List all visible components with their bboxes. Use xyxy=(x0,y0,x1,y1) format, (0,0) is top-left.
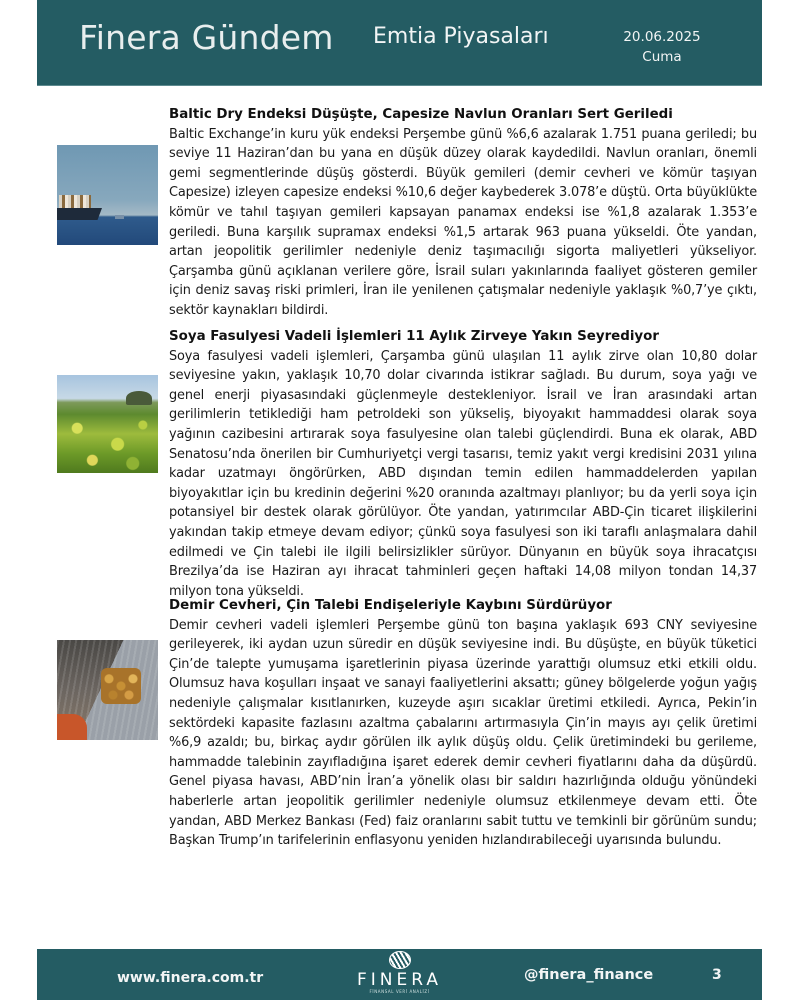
page-header xyxy=(37,0,762,86)
article-title: Baltic Dry Endeksi Düşüşte, Capesize Navlun Oranları Sert Geriledi xyxy=(169,107,673,122)
issue-weekday: Cuma xyxy=(642,49,682,65)
steel-rebar-image xyxy=(57,640,158,740)
logo-mark-icon xyxy=(389,951,411,969)
article-body: Baltic Exchange’in kuru yük endeksi Perşembe günü %6,6 azalarak 1.751 puana geriledi; bu seviye 11 Haziran’dan bu yana en düşük düzey olarak kaydedildi. Navlun oranları, önemli gemi segmentlerinde düşüş gösterdi. Büyük gemileri (demir cevheri ve kömür taşıyan Capesize) izleyen capesize endeksi %10,6 değer kaybederek 3.078’e düştü. Orta büyüklükte kömür ve tahıl taşıyan gemileri kapsayan panamax endeksi ise %1,8 azalarak 1.353’e geriledi. Buna karşılık supramax endeksi %1,5 artarak 963 puana yükseldi. Öte yandan, artan jeopolitik gerilimler nedeniyle deniz taşımacılığı sigorta maliyetleri yükseliyor. Çarşamba günü açıklanan verilere göre, İsrail suları yakınlarında faaliyet gösteren gemiler için deniz savaş riski primleri, İran ile yenilenen çatışmalar nedeniyle yaklaşık %0,7’ye çıktı, sektör kaynakları bildirdi. xyxy=(169,126,757,319)
date-block xyxy=(597,27,727,67)
article-title: Demir Cevheri, Çin Talebi Endişeleriyle Kaybını Sürdürüyor xyxy=(169,598,612,613)
article-body: Demir cevheri vadeli işlemleri Perşembe günü ton başına yaklaşık 693 CNY seviyesine gerileyerek, iki aydan uzun süredir en düşük seviyesine indi. Bu düşüşte, en büyük tüketici Çin’de talepte yumuşama işaretlerinin piyasa üzerinde yarattığı olumsuz etki etkili oldu. Olumsuz hava koşulları inşaat ve sanayi faaliyetlerini aksattı; güney bölgelerde yoğun yağış nedeniyle çalışmalar kısıtlanırken, kuzeyde aşırı sıcaklar üretimi etkiledi. Ayrıca, Pekin’in sektördeki kapasite fazlasını azaltma çabalarını artırmasıyla Çin’in mayıs ayı çelik üretimi %6,9 azaldı; bu, birkaç aydır görülen ilk aylık düşüş oldu. Çelik üretimindeki bu gerileme, hammadde talebinin zayıfladığına işaret ederek demir cevheri fiyatlarını daha da düşürdü. Genel piyasa havası, ABD’nin İran’a yönelik olası bir saldırı hazırlığında olduğu yönündeki haberlerle artan jeopolitik gerilimler nedeniyle olumsuz etkilenmeye devam etti. Öte yandan, ABD Merkez Bankası (Fed) faiz oranlarını sabit tuttu ve temkinli bir görünüm sundu; Başkan Trump’ın tarifelerinin enflasyonu yeniden hızlandırabileceği uyarısında bulundu. xyxy=(169,617,757,849)
page-footer xyxy=(37,949,762,1000)
logo-wordmark: FINERA xyxy=(356,970,442,990)
soy-leaves xyxy=(57,409,158,473)
section-title: Emtia Piyasaları xyxy=(373,24,549,49)
soybean-field-image xyxy=(57,375,158,473)
ship-hull xyxy=(57,208,102,220)
article-body: Soya fasulyesi vadeli işlemleri, Çarşamba günü ulaşılan 11 aylık zirve olan 10,80 dolar seviyesine yakın, yaklaşık 10,70 dolar civarında istikrar sağladı. Bu durum, soya yağı ve genel enerji piyasasındaki güçlenmeyle destekleniyor. İsrail ve İran arasındaki artan gerilimlerin tetiklediği ham petroldeki son yükseliş, biyoyakıt hammaddesi olarak soya yağının cazibesini artırarak soya fasulyesine olan talebi güçlendirdi. Buna ek olarak, ABD Senatosu’nda önerilen bir Cumhuriyetçi vergi tasarısı, temiz yakıt vergi kredisini 2031 yılına kadar uzatmayı öngörürken, ABD dışından temin edilen hammaddelerden yapılan biyoyakıtlar için bu kredinin değerini %20 oranında azaltmayı planlıyor; bu da yerli soya için potansiyel bir destek olarak görülüyor. Öte yandan, yatırımcılar ABD-Çin ticaret ilişkilerini yakından takip etmeye devam ediyor; çünkü soya fasulyesi son iki taraflı anlaşmalara dahil edilmedi ve Çin talebi ile ilgili belirsizlikler sürüyor. Dünyanın en büyük soya ihracatçısı Brezilya’da ise Haziran ayı ihracat tahminleri geçen haftaki 14,08 milyon tondan 14,37 milyon tona yükseldi. xyxy=(169,348,757,599)
logo-tagline: FİNANSAL VERİ ANALİZİ xyxy=(369,989,430,994)
finera-logo xyxy=(342,951,457,999)
issue-date: 20.06.2025 xyxy=(623,29,701,45)
article-soybean xyxy=(169,327,757,601)
distant-boat xyxy=(115,215,124,219)
article-baltic-dry xyxy=(169,105,757,321)
tree-silhouette xyxy=(126,391,152,405)
social-handle[interactable]: @finera_finance xyxy=(524,967,654,983)
rusty-rebar xyxy=(57,714,87,740)
brand-title: Finera Gündem xyxy=(79,18,334,57)
article-iron-ore xyxy=(169,596,757,851)
rebar-bundle xyxy=(101,668,141,704)
website-link[interactable]: www.finera.com.tr xyxy=(117,970,264,986)
article-title: Soya Fasulyesi Vadeli İşlemleri 11 Aylık Zirveye Yakın Seyrediyor xyxy=(169,329,659,344)
ship-deck xyxy=(59,195,91,209)
cargo-ship-image xyxy=(57,145,158,245)
page-number: 3 xyxy=(712,967,722,983)
